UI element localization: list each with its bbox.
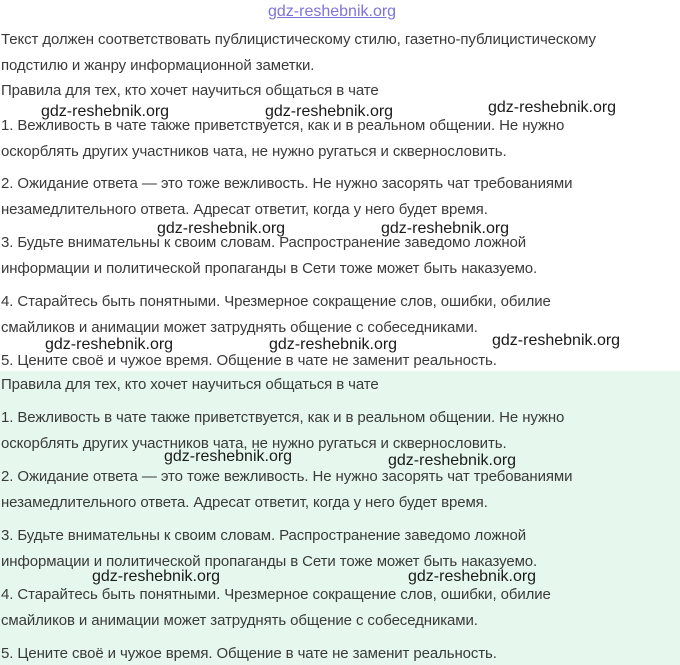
intro-line-1: Текст должен соответствовать публицистическому стилю, газетно-публицистическому — [1, 31, 596, 48]
block2-line: оскорблять других участников чата, не нужно ругаться и сквернословить. — [1, 435, 507, 452]
block1-line: 3. Будьте внимательны к своим словам. Распространение заведомо ложной — [1, 234, 527, 251]
block2-line: 4. Старайтесь быть понятными. Чрезмерное сокращение слов, ошибки, обилие — [1, 586, 551, 603]
block2-line: информации и политической пропаганды в Сети тоже может быть наказуемо. — [1, 553, 538, 570]
block1-line: смайликов и анимации может затруднять общение с собеседниками. — [1, 319, 478, 336]
block2-line: незамедлительного ответа. Адресат ответит, когда у него будет время. — [1, 494, 488, 511]
block2-line: 5. Цените своё и чужое время. Общение в чате не заменит реальность. — [1, 645, 497, 662]
block1-title: Правила для тех, кто хочет научиться общаться в чате — [1, 82, 379, 99]
block2-title: Правила для тех, кто хочет научиться общаться в чате — [1, 376, 379, 393]
watermark: gdz-reshebnik.org — [41, 103, 170, 120]
watermark: gdz-reshebnik.org — [92, 568, 221, 585]
watermark: gdz-reshebnik.org — [265, 103, 394, 120]
block1-line: оскорблять других участников чата, не нужно ругаться и сквернословить. — [1, 143, 507, 160]
block1-line: незамедлительного ответа. Адресат ответит, когда у него будет время. — [1, 201, 488, 218]
block2-line: 3. Будьте внимательны к своим словам. Распространение заведомо ложной — [1, 527, 527, 544]
watermark: gdz-reshebnik.org — [488, 99, 617, 116]
watermark: gdz-reshebnik.org — [492, 332, 621, 349]
block1-line: информации и политической пропаганды в Сети тоже может быть наказуемо. — [1, 260, 538, 277]
block1-line: 1. Вежливость в чате также приветствуется, как и в реальном общении. Не нужно — [1, 117, 565, 134]
watermark: gdz-reshebnik.org — [164, 448, 293, 465]
intro-line-2: подстилю и жанру информационной заметки. — [1, 57, 315, 74]
block1-line: 5. Цените своё и чужое время. Общение в чате не заменит реальность. — [1, 352, 497, 369]
watermark: gdz-reshebnik.org — [45, 336, 174, 353]
block2-line: 2. Ожидание ответа — это тоже вежливость. Не нужно засорять чат требованиями — [1, 468, 573, 485]
block1-line: 4. Старайтесь быть понятными. Чрезмерное сокращение слов, ошибки, обилие — [1, 293, 551, 310]
watermark: gdz-reshebnik.org — [269, 336, 398, 353]
watermark: gdz-reshebnik.org — [381, 220, 510, 237]
block2-line: 1. Вежливость в чате также приветствуется, как и в реальном общении. Не нужно — [1, 409, 565, 426]
watermark: gdz-reshebnik.org — [408, 568, 537, 585]
watermark-top-link[interactable]: gdz-reshebnik.org — [268, 3, 397, 20]
block2-line: смайликов и анимации может затруднять общение с собеседниками. — [1, 612, 478, 629]
watermark: gdz-reshebnik.org — [157, 220, 286, 237]
block1-line: 2. Ожидание ответа — это тоже вежливость. Не нужно засорять чат требованиями — [1, 175, 573, 192]
watermark: gdz-reshebnik.org — [388, 452, 517, 469]
